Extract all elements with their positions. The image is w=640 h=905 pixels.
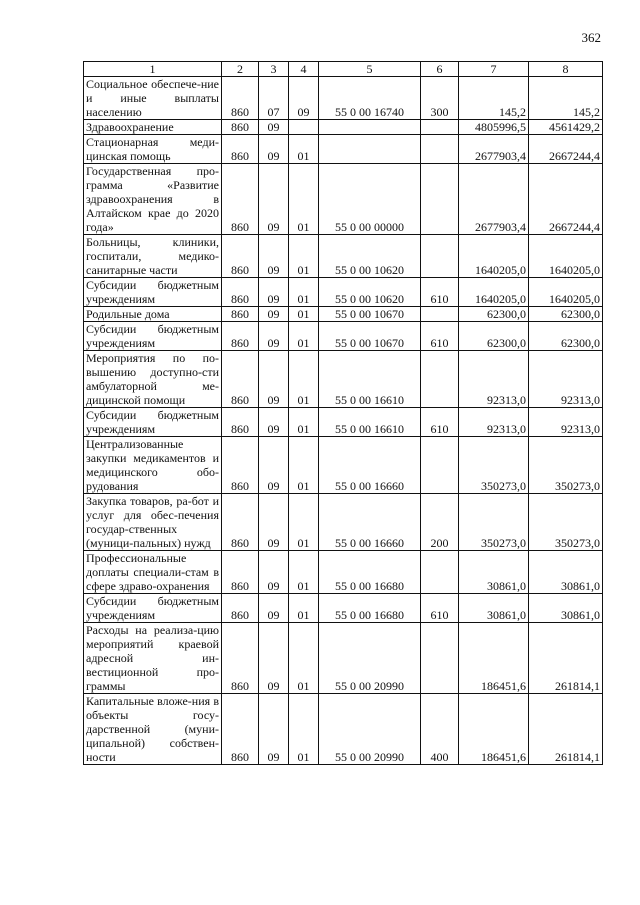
section-code-cell: 09	[259, 120, 289, 135]
target-article-cell: 55 0 00 20990	[319, 694, 421, 765]
amount-year1-cell: 186451,6	[459, 623, 529, 694]
amount-year2-cell: 350273,0	[529, 494, 603, 551]
column-header: 7	[459, 62, 529, 77]
target-article-cell: 55 0 00 16610	[319, 408, 421, 437]
section-code-cell: 09	[259, 408, 289, 437]
subsection-code-cell: 01	[289, 235, 319, 278]
budget-table	[83, 61, 603, 765]
subsection-code-cell: 09	[289, 77, 319, 120]
table-row	[84, 351, 603, 408]
subsection-code-cell: 01	[289, 408, 319, 437]
amount-year1-cell: 350273,0	[459, 494, 529, 551]
target-article-cell: 55 0 00 16740	[319, 77, 421, 120]
gr-code-cell: 860	[222, 135, 259, 164]
table-header-row	[84, 62, 603, 77]
expense-type-cell	[421, 235, 459, 278]
gr-code-cell: 860	[222, 322, 259, 351]
target-article-cell: 55 0 00 20990	[319, 623, 421, 694]
amount-year2-cell: 1640205,0	[529, 278, 603, 307]
gr-code-cell: 860	[222, 307, 259, 322]
gr-code-cell: 860	[222, 694, 259, 765]
target-article-cell: 55 0 00 00000	[319, 164, 421, 235]
row-name-cell: Больницы, клиники, госпитали, медико-санитарные части	[84, 235, 222, 278]
gr-code-cell: 860	[222, 351, 259, 408]
row-name-cell: Закупка товаров, ра-бот и услуг для обес-печения государ-ственных (муници-пальных) нужд	[84, 494, 222, 551]
expense-type-cell: 400	[421, 694, 459, 765]
amount-year2-cell: 1640205,0	[529, 235, 603, 278]
subsection-code-cell: 01	[289, 307, 319, 322]
amount-year1-cell: 30861,0	[459, 551, 529, 594]
expense-type-cell: 610	[421, 594, 459, 623]
amount-year1-cell: 1640205,0	[459, 235, 529, 278]
expense-type-cell: 610	[421, 278, 459, 307]
expense-type-cell: 300	[421, 77, 459, 120]
row-name-cell: Субсидии бюджетным учреждениям	[84, 322, 222, 351]
target-article-cell: 55 0 00 10620	[319, 278, 421, 307]
table-row	[84, 278, 603, 307]
row-name-cell: Родильные дома	[84, 307, 222, 322]
amount-year1-cell: 62300,0	[459, 322, 529, 351]
section-code-cell: 09	[259, 235, 289, 278]
column-header: 4	[289, 62, 319, 77]
row-name-cell: Субсидии бюджетным учреждениям	[84, 594, 222, 623]
column-header: 2	[222, 62, 259, 77]
amount-year1-cell: 2677903,4	[459, 164, 529, 235]
table-row	[84, 235, 603, 278]
subsection-code-cell: 01	[289, 322, 319, 351]
table-row	[84, 135, 603, 164]
section-code-cell: 09	[259, 307, 289, 322]
amount-year2-cell: 92313,0	[529, 408, 603, 437]
amount-year1-cell: 350273,0	[459, 437, 529, 494]
gr-code-cell: 860	[222, 494, 259, 551]
amount-year1-cell: 2677903,4	[459, 135, 529, 164]
section-code-cell: 09	[259, 437, 289, 494]
row-name-cell: Социальное обеспече-ние и иные выплаты населению	[84, 77, 222, 120]
amount-year2-cell: 261814,1	[529, 623, 603, 694]
gr-code-cell: 860	[222, 120, 259, 135]
gr-code-cell: 860	[222, 594, 259, 623]
gr-code-cell: 860	[222, 551, 259, 594]
subsection-code-cell: 01	[289, 694, 319, 765]
amount-year2-cell: 2667244,4	[529, 135, 603, 164]
row-name-cell: Капитальные вложе-ния в объекты госу-дарственной (муни-ципальной) собствен-ности	[84, 694, 222, 765]
section-code-cell: 09	[259, 322, 289, 351]
target-article-cell: 55 0 00 16660	[319, 494, 421, 551]
section-code-cell: 09	[259, 551, 289, 594]
expense-type-cell	[421, 437, 459, 494]
table-row	[84, 694, 603, 765]
amount-year1-cell: 30861,0	[459, 594, 529, 623]
expense-type-cell: 610	[421, 408, 459, 437]
subsection-code-cell: 01	[289, 594, 319, 623]
subsection-code-cell: 01	[289, 135, 319, 164]
table-row	[84, 594, 603, 623]
amount-year2-cell: 145,2	[529, 77, 603, 120]
amount-year1-cell: 1640205,0	[459, 278, 529, 307]
row-name-cell: Расходы на реализа-цию мероприятий краевой адресной ин-вестиционной про-граммы	[84, 623, 222, 694]
target-article-cell: 55 0 00 10670	[319, 322, 421, 351]
section-code-cell: 09	[259, 594, 289, 623]
expense-type-cell: 610	[421, 322, 459, 351]
subsection-code-cell: 01	[289, 437, 319, 494]
row-name-cell: Мероприятия по по-вышению доступно-сти амбулаторной ме-дицинской помощи	[84, 351, 222, 408]
section-code-cell: 09	[259, 351, 289, 408]
table-row	[84, 120, 603, 135]
gr-code-cell: 860	[222, 164, 259, 235]
amount-year2-cell: 62300,0	[529, 307, 603, 322]
amount-year1-cell: 186451,6	[459, 694, 529, 765]
section-code-cell: 09	[259, 494, 289, 551]
column-header: 8	[529, 62, 603, 77]
subsection-code-cell: 01	[289, 278, 319, 307]
subsection-code-cell: 01	[289, 164, 319, 235]
subsection-code-cell	[289, 120, 319, 135]
subsection-code-cell: 01	[289, 551, 319, 594]
column-header: 5	[319, 62, 421, 77]
table-row	[84, 307, 603, 322]
column-header: 1	[84, 62, 222, 77]
column-header: 3	[259, 62, 289, 77]
target-article-cell: 55 0 00 16660	[319, 437, 421, 494]
row-name-cell: Субсидии бюджетным учреждениям	[84, 278, 222, 307]
amount-year2-cell: 62300,0	[529, 322, 603, 351]
amount-year1-cell: 4805996,5	[459, 120, 529, 135]
gr-code-cell: 860	[222, 437, 259, 494]
row-name-cell: Централизованные закупки медикаментов и медицинского обо-рудования	[84, 437, 222, 494]
amount-year1-cell: 92313,0	[459, 408, 529, 437]
target-article-cell: 55 0 00 16680	[319, 551, 421, 594]
row-name-cell: Субсидии бюджетным учреждениям	[84, 408, 222, 437]
expense-type-cell	[421, 135, 459, 164]
section-code-cell: 07	[259, 77, 289, 120]
table-row	[84, 408, 603, 437]
target-article-cell	[319, 120, 421, 135]
section-code-cell: 09	[259, 164, 289, 235]
table-row	[84, 77, 603, 120]
amount-year2-cell: 92313,0	[529, 351, 603, 408]
amount-year2-cell: 4561429,2	[529, 120, 603, 135]
expense-type-cell	[421, 551, 459, 594]
row-name-cell: Профессиональные доплаты специали-стам в сфере здраво-охранения	[84, 551, 222, 594]
table-row	[84, 623, 603, 694]
section-code-cell: 09	[259, 623, 289, 694]
gr-code-cell: 860	[222, 235, 259, 278]
subsection-code-cell: 01	[289, 623, 319, 694]
amount-year2-cell: 261814,1	[529, 694, 603, 765]
amount-year1-cell: 62300,0	[459, 307, 529, 322]
expense-type-cell: 200	[421, 494, 459, 551]
target-article-cell: 55 0 00 16680	[319, 594, 421, 623]
expense-type-cell	[421, 164, 459, 235]
target-article-cell: 55 0 00 10670	[319, 307, 421, 322]
page-number: 362	[581, 30, 601, 45]
gr-code-cell: 860	[222, 77, 259, 120]
section-code-cell: 09	[259, 135, 289, 164]
amount-year2-cell: 30861,0	[529, 594, 603, 623]
section-code-cell: 09	[259, 694, 289, 765]
table-row	[84, 164, 603, 235]
table-row	[84, 437, 603, 494]
table-row	[84, 494, 603, 551]
row-name-cell: Стационарная меди-цинская помощь	[84, 135, 222, 164]
amount-year1-cell: 92313,0	[459, 351, 529, 408]
amount-year2-cell: 30861,0	[529, 551, 603, 594]
table-row	[84, 322, 603, 351]
expense-type-cell	[421, 307, 459, 322]
target-article-cell: 55 0 00 16610	[319, 351, 421, 408]
amount-year2-cell: 350273,0	[529, 437, 603, 494]
row-name-cell: Здравоохранение	[84, 120, 222, 135]
expense-type-cell	[421, 623, 459, 694]
row-name-cell: Государственная про-грамма «Развитие здравоохранения в Алтайском крае до 2020 года»	[84, 164, 222, 235]
target-article-cell	[319, 135, 421, 164]
expense-type-cell	[421, 120, 459, 135]
amount-year1-cell: 145,2	[459, 77, 529, 120]
amount-year2-cell: 2667244,4	[529, 164, 603, 235]
section-code-cell: 09	[259, 278, 289, 307]
expense-type-cell	[421, 351, 459, 408]
target-article-cell: 55 0 00 10620	[319, 235, 421, 278]
subsection-code-cell: 01	[289, 351, 319, 408]
gr-code-cell: 860	[222, 408, 259, 437]
column-header: 6	[421, 62, 459, 77]
gr-code-cell: 860	[222, 623, 259, 694]
subsection-code-cell: 01	[289, 494, 319, 551]
table-row	[84, 551, 603, 594]
gr-code-cell: 860	[222, 278, 259, 307]
